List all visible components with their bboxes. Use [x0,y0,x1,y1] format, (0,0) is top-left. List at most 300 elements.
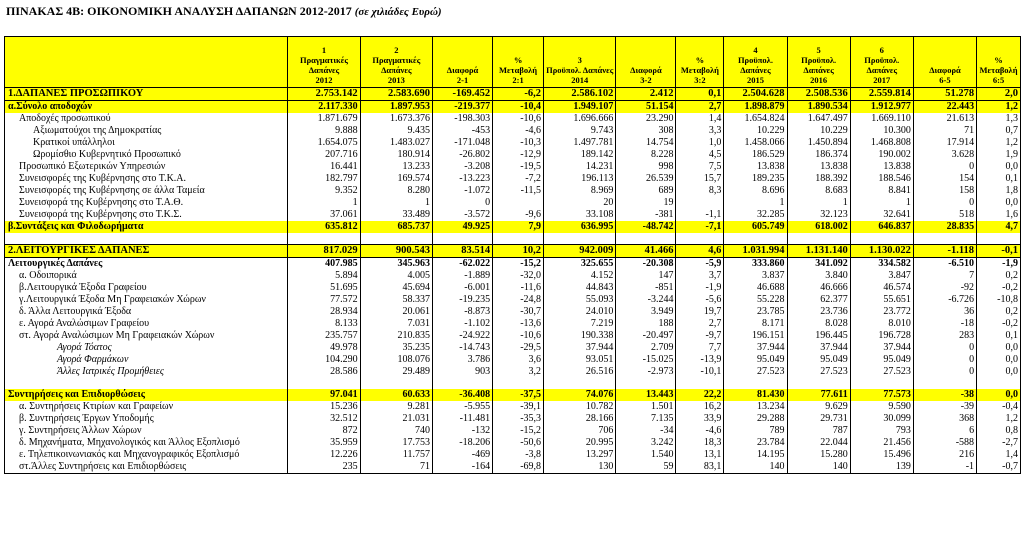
row-label: Συνεισφορά της Κυβέρνησης στο Τ.Κ.Σ. [5,209,288,221]
value-cell: 3.840 [787,270,850,282]
column-header: % Μεταβολή 3:2 [676,37,724,88]
value-cell: 28.835 [913,221,976,233]
table-row [5,294,1021,306]
value-cell: -11.481 [432,413,492,425]
column-header: Διαφορά 3-2 [616,37,676,88]
section-row [5,245,1021,258]
value-cell: -20.308 [616,258,676,271]
value-cell [724,233,787,245]
value-cell: 793 [850,425,913,437]
value-cell: 29.489 [360,366,432,378]
value-cell: 147 [616,270,676,282]
value-cell: 283 [913,330,976,342]
value-cell [676,378,724,389]
value-cell: 196.445 [787,330,850,342]
row-label [5,378,288,389]
value-cell: 2.753.142 [288,88,360,101]
value-cell: 0 [913,161,976,173]
column-header: 2 Πραγματικές Δαπάνες 2013 [360,37,432,88]
value-cell: 21.031 [360,413,432,425]
column-header: Διαφορά 6-5 [913,37,976,88]
value-cell: 13.838 [787,161,850,173]
column-header: Διαφορά 2-1 [432,37,492,88]
value-cell: 334.582 [850,258,913,271]
value-cell: -18 [913,318,976,330]
value-cell: 15,7 [676,173,724,185]
value-cell: 4,5 [676,149,724,161]
value-cell: 689 [616,185,676,197]
value-cell: 1,3 [977,113,1021,125]
value-cell: 58.337 [360,294,432,306]
value-cell: 71 [360,461,432,474]
value-cell: -9,7 [676,330,724,342]
value-cell: -453 [432,125,492,137]
value-cell: 518 [913,209,976,221]
table-row [5,354,1021,366]
value-cell: -24.922 [432,330,492,342]
value-cell: 1.647.497 [787,113,850,125]
value-cell: 8,3 [676,185,724,197]
value-cell: 60.633 [360,389,432,401]
value-cell: 787 [787,425,850,437]
value-cell: 10.782 [544,401,616,413]
value-cell: 95.049 [724,354,787,366]
column-header: 6 Προϋπολ. Δαπάνες 2017 [850,37,913,88]
value-cell: 26.539 [616,173,676,185]
table-row [5,282,1021,294]
value-cell: 341.092 [787,258,850,271]
value-cell: 740 [360,425,432,437]
value-cell: -11,5 [493,185,544,197]
value-cell: 4,6 [676,245,724,258]
value-cell: -35,3 [493,413,544,425]
table-row [5,389,1021,401]
value-cell: -7,2 [493,173,544,185]
value-cell: -50,6 [493,437,544,449]
value-cell [676,197,724,209]
value-cell: -12,9 [493,149,544,161]
value-cell: 2,0 [977,88,1021,101]
value-cell: 17.753 [360,437,432,449]
value-cell [616,233,676,245]
value-cell [850,378,913,389]
value-cell: 22,2 [676,389,724,401]
value-cell: 2.586.102 [544,88,616,101]
value-cell: 13,1 [676,449,724,461]
section-row [5,88,1021,101]
value-cell: -1.072 [432,185,492,197]
value-cell [432,378,492,389]
value-cell [493,233,544,245]
column-header: % Μεταβολή 2:1 [493,37,544,88]
value-cell: 618.002 [787,221,850,233]
value-cell: 9.888 [288,125,360,137]
value-cell: -11,6 [493,282,544,294]
header-label-cell [5,37,288,88]
value-cell: 6 [913,425,976,437]
value-cell: 46.688 [724,282,787,294]
value-cell: 41.466 [616,245,676,258]
value-cell: 83,1 [676,461,724,474]
value-cell: -1.889 [432,270,492,282]
value-cell: -13.223 [432,173,492,185]
value-cell: 3.837 [724,270,787,282]
value-cell: 74.076 [544,389,616,401]
column-header: % Μεταβολή 6:5 [977,37,1021,88]
value-cell: 235.757 [288,330,360,342]
value-cell: -10,1 [676,366,724,378]
value-cell: 646.837 [850,221,913,233]
value-cell: -8.873 [432,306,492,318]
value-cell: -2.973 [616,366,676,378]
value-cell: 27.523 [724,366,787,378]
row-label: Αγορά Τόατος [5,342,288,354]
value-cell: -13,6 [493,318,544,330]
row-label: β. Συντηρήσεις Έργων Υποδομής [5,413,288,425]
value-cell: 23.736 [787,306,850,318]
value-cell: 51.278 [913,88,976,101]
value-cell: 28.166 [544,413,616,425]
row-label [5,233,288,245]
row-label: Συνεισφορά της Κυβέρνησης στο Τ.Α.Θ. [5,197,288,209]
value-cell: -7,1 [676,221,724,233]
value-cell: 1.031.994 [724,245,787,258]
value-cell: 36 [913,306,976,318]
value-cell: 8.028 [787,318,850,330]
value-cell: 9.590 [850,401,913,413]
table-row [5,342,1021,354]
value-cell: 1,6 [977,209,1021,221]
value-cell: 130 [544,461,616,474]
page-title [6,4,442,19]
value-cell: 158 [913,185,976,197]
value-cell: -2,7 [977,437,1021,449]
value-cell: 872 [288,425,360,437]
value-cell: -169.452 [432,88,492,101]
value-cell: 7.031 [360,318,432,330]
value-cell: 10.229 [724,125,787,137]
value-cell: -0,1 [977,245,1021,258]
value-cell: 1.912.977 [850,101,913,114]
value-cell: 13.234 [724,401,787,413]
value-cell [724,378,787,389]
value-cell: 20.061 [360,306,432,318]
value-cell: 46.574 [850,282,913,294]
table-row [5,173,1021,185]
value-cell: 23.772 [850,306,913,318]
value-cell: 8.683 [787,185,850,197]
value-cell: 9.743 [544,125,616,137]
value-cell: 29.288 [724,413,787,425]
value-cell: 140 [787,461,850,474]
value-cell [977,233,1021,245]
value-cell: 998 [616,161,676,173]
value-cell: -69,8 [493,461,544,474]
value-cell: -10,3 [493,137,544,149]
value-cell: -24,8 [493,294,544,306]
title-text: ΠΙΝΑΚΑΣ 4Β: ΟΙΚΟΝΟΜΙΚΗ ΑΝΑΛΥΣΗ ΔΑΠΑΝΩΝ 2012-2017 [6,4,352,18]
table-row [5,401,1021,413]
value-cell: 2.117.330 [288,101,360,114]
value-cell: 1,4 [977,449,1021,461]
value-cell: 1.897.953 [360,101,432,114]
value-cell [360,233,432,245]
title-unit: (σε χιλιάδες Ευρώ) [354,6,442,18]
value-cell: 5.894 [288,270,360,282]
value-cell: 37.061 [288,209,360,221]
table-row [5,137,1021,149]
row-label: Κρατικοί υπάλληλοι [5,137,288,149]
value-cell: 1 [724,197,787,209]
value-cell: 3.242 [616,437,676,449]
value-cell: -30,7 [493,306,544,318]
value-cell: 636.995 [544,221,616,233]
value-cell: -5,6 [676,294,724,306]
value-cell: 8.010 [850,318,913,330]
table-header-row [5,37,1021,88]
value-cell: 1 [787,197,850,209]
value-cell: 8.228 [616,149,676,161]
value-cell: 2.504.628 [724,88,787,101]
value-cell: -171.048 [432,137,492,149]
value-cell: 1.696.666 [544,113,616,125]
value-cell: 1.130.022 [850,245,913,258]
expenditure-table [4,36,1021,474]
value-cell: 4.005 [360,270,432,282]
value-cell: -10,8 [977,294,1021,306]
value-cell [977,378,1021,389]
value-cell: 95.049 [787,354,850,366]
value-cell: 33.108 [544,209,616,221]
value-cell: 186.529 [724,149,787,161]
value-cell: 139 [850,461,913,474]
value-cell: -10,6 [493,113,544,125]
value-cell: 23.784 [724,437,787,449]
value-cell: 37.944 [850,342,913,354]
value-cell: -39,1 [493,401,544,413]
value-cell: 0,0 [977,389,1021,401]
value-cell: -1 [913,461,976,474]
value-cell: 29.731 [787,413,850,425]
value-cell: 0 [913,366,976,378]
value-cell: 4.152 [544,270,616,282]
value-cell: 7,7 [676,342,724,354]
value-cell: 169.574 [360,173,432,185]
table-row [5,425,1021,437]
row-label: Συντηρήσεις και Επιδιορθώσεις [5,389,288,401]
row-label: Αγορά Φαρμάκων [5,354,288,366]
value-cell: -39 [913,401,976,413]
value-cell: -5,9 [676,258,724,271]
value-cell: -20.497 [616,330,676,342]
value-cell: -4,6 [676,425,724,437]
value-cell: -34 [616,425,676,437]
value-cell: 24.010 [544,306,616,318]
table-row [5,330,1021,342]
value-cell [544,233,616,245]
value-cell: 7 [913,270,976,282]
value-cell: 1.468.808 [850,137,913,149]
value-cell: 14.195 [724,449,787,461]
value-cell [787,233,850,245]
row-label: β.Συντάξεις και Φιλοδωρήματα [5,221,288,233]
value-cell: 2,7 [676,318,724,330]
value-cell [432,233,492,245]
value-cell: 1.890.534 [787,101,850,114]
value-cell: -0,4 [977,401,1021,413]
value-cell: -18.206 [432,437,492,449]
table-row [5,413,1021,425]
value-cell: 8.969 [544,185,616,197]
value-cell: 20.995 [544,437,616,449]
value-cell: 3,6 [493,354,544,366]
value-cell: -0,2 [977,318,1021,330]
value-cell: 44.843 [544,282,616,294]
value-cell [913,378,976,389]
table-row [5,437,1021,449]
value-cell: 210.835 [360,330,432,342]
value-cell: 1.131.140 [787,245,850,258]
table-row [5,270,1021,282]
value-cell: 7.219 [544,318,616,330]
value-cell: 182.797 [288,173,360,185]
value-cell: 28.586 [288,366,360,378]
value-cell: -5.955 [432,401,492,413]
value-cell: 942.009 [544,245,616,258]
value-cell: 0 [913,354,976,366]
value-cell: 190.002 [850,149,913,161]
value-cell: 189.142 [544,149,616,161]
value-cell: 186.374 [787,149,850,161]
value-cell: -10,6 [493,330,544,342]
value-cell [288,378,360,389]
value-cell: 188 [616,318,676,330]
value-cell: 77.573 [850,389,913,401]
value-cell [850,233,913,245]
value-cell [288,233,360,245]
value-cell: -10,4 [493,101,544,114]
table-row [5,221,1021,233]
value-cell: 3.628 [913,149,976,161]
table-row [5,366,1021,378]
value-cell: 51.695 [288,282,360,294]
row-label: Λειτουργικές Δαπάνες [5,258,288,271]
value-cell: 0,7 [977,125,1021,137]
value-cell: 21.613 [913,113,976,125]
value-cell: 196.151 [724,330,787,342]
value-cell: 27.523 [850,366,913,378]
table-body [5,88,1021,474]
value-cell: 16.441 [288,161,360,173]
value-cell: 18,3 [676,437,724,449]
value-cell: 49.925 [432,221,492,233]
value-cell: -1,1 [676,209,724,221]
value-cell: 51.154 [616,101,676,114]
value-cell: 10.300 [850,125,913,137]
column-header: 3 Προϋπολ. Δαπάνες 2014 [544,37,616,88]
table-row [5,306,1021,318]
value-cell: -15,2 [493,425,544,437]
value-cell: 0,0 [977,161,1021,173]
value-cell: 1.497.781 [544,137,616,149]
value-cell: -48.742 [616,221,676,233]
value-cell: -3,8 [493,449,544,461]
table-row [5,101,1021,114]
value-cell: 0,0 [977,342,1021,354]
row-label: Άλλες Ιατρικές Προμήθειες [5,366,288,378]
value-cell: 1.501 [616,401,676,413]
table-row [5,197,1021,209]
value-cell: 46.666 [787,282,850,294]
table-row [5,185,1021,197]
table-row [5,149,1021,161]
value-cell: 635.812 [288,221,360,233]
value-cell [544,378,616,389]
row-label: α. Συντηρήσεις Κτιρίων και Γραφείων [5,401,288,413]
value-cell: 1,9 [977,149,1021,161]
value-cell: 900.543 [360,245,432,258]
row-label: Αποδοχές προσωπικού [5,113,288,125]
value-cell: 37.944 [724,342,787,354]
value-cell: 97.041 [288,389,360,401]
value-cell: -0,2 [977,282,1021,294]
value-cell: 1.450.894 [787,137,850,149]
value-cell: 190.338 [544,330,616,342]
value-cell: 1 [360,197,432,209]
value-cell: 81.430 [724,389,787,401]
table-row [5,258,1021,271]
value-cell: 95.049 [850,354,913,366]
value-cell: -3.208 [432,161,492,173]
value-cell: 55.228 [724,294,787,306]
value-cell: -19.235 [432,294,492,306]
value-cell: 55.651 [850,294,913,306]
value-cell: 189.235 [724,173,787,185]
value-cell: 10.229 [787,125,850,137]
value-cell: 1.673.376 [360,113,432,125]
value-cell: 216 [913,449,976,461]
row-label: β.Λειτουργικά Έξοδα Γραφείου [5,282,288,294]
value-cell: 1,2 [977,137,1021,149]
value-cell: 1.540 [616,449,676,461]
value-cell: 196.113 [544,173,616,185]
value-cell: 2.709 [616,342,676,354]
value-cell: 9.629 [787,401,850,413]
value-cell [616,378,676,389]
value-cell: 35.959 [288,437,360,449]
value-cell: 903 [432,366,492,378]
row-label: δ. Μηχανήματα, Μηχανολογικός και Άλλος Εξοπλισμό [5,437,288,449]
value-cell: -1.102 [432,318,492,330]
value-cell: 19 [616,197,676,209]
value-cell: 0 [913,197,976,209]
value-cell: 0,0 [977,197,1021,209]
value-cell: 59 [616,461,676,474]
row-label: Αξιωματούχοι της Δημοκρατίας [5,125,288,137]
value-cell: 817.029 [288,245,360,258]
value-cell [493,378,544,389]
value-cell: 1.898.879 [724,101,787,114]
value-cell: 196.728 [850,330,913,342]
value-cell: -588 [913,437,976,449]
value-cell: 1.871.679 [288,113,360,125]
value-cell: -14.743 [432,342,492,354]
value-cell: 0,1 [676,88,724,101]
row-label: Συνεισφορές της Κυβέρνησης σε άλλα Ταμεία [5,185,288,197]
value-cell: -198.303 [432,113,492,125]
value-cell: 2.583.690 [360,88,432,101]
value-cell [913,233,976,245]
